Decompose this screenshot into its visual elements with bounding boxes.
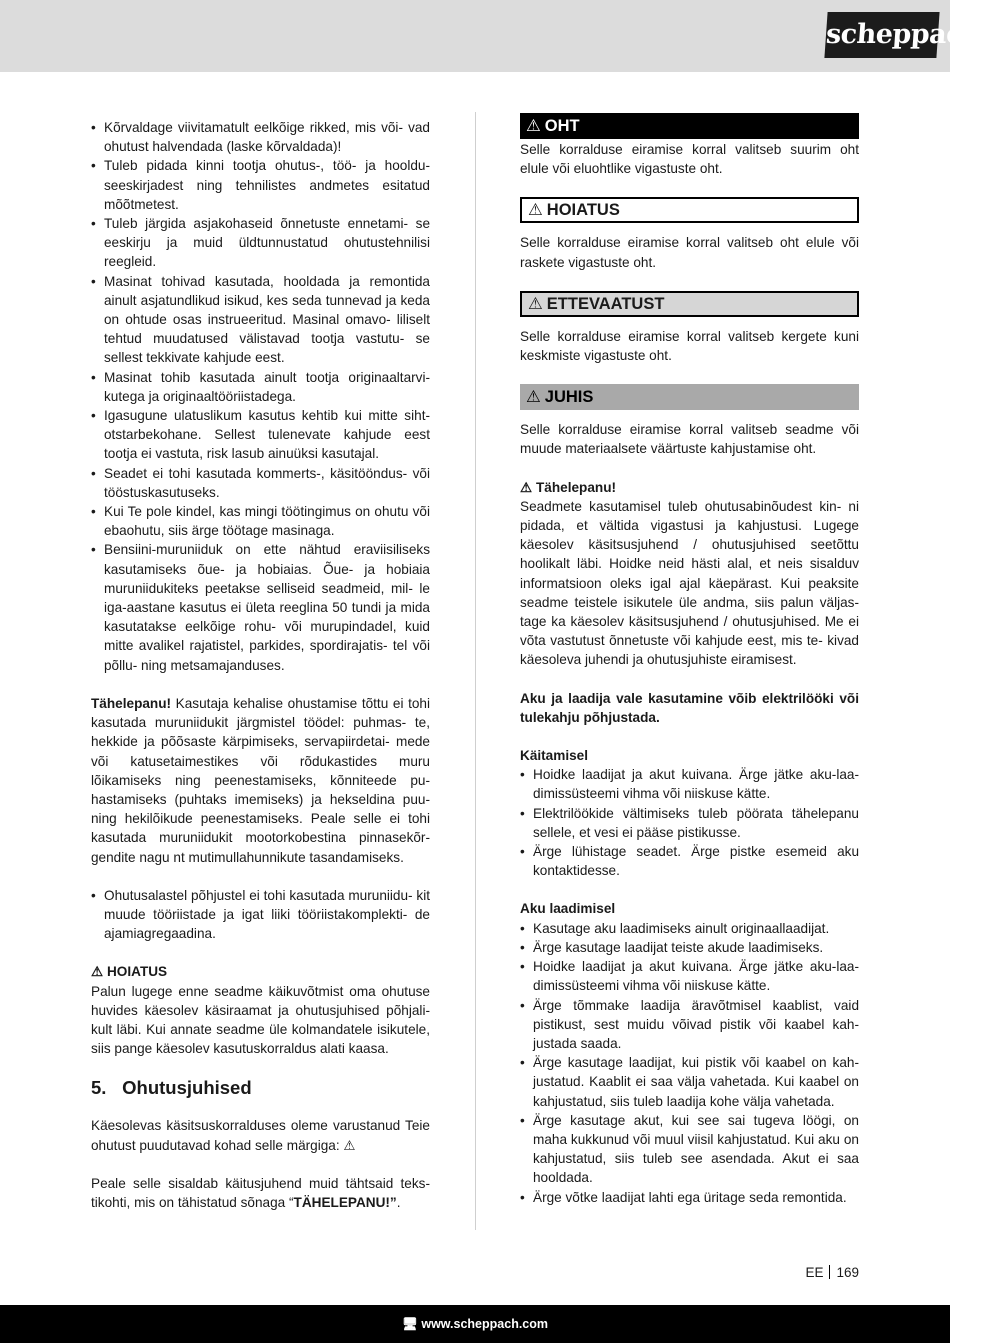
warning-heading: ⚠ HOIATUS (91, 964, 168, 980)
list-item: • Tuleb pidada kinni tootja ohutus-, töö- ja hooldu- seeskirjadest ning tehnilistes andmetes esitatud mõõtmetest. (91, 156, 430, 214)
attention-heading-right: ⚠ Tähelepanu! (520, 479, 617, 495)
caution-text: Selle korralduse eiramise korral valitseb kergete kuni keskmiste vigastuste oht. (520, 328, 859, 364)
list-item: • Ärge kasutage akut, kui see sai tugeva löögi, on maha kukkunud või muul viisil kahjustatud. Kui aku on kahjustatud, siis tuleb see asendada. Akut ei saa hooldada. (520, 1111, 859, 1188)
list-item: • Elektrilöökide vältimiseks tuleb pöörata tähelepanu sellele, et vesi ei pääse pistikusse. (520, 804, 859, 842)
monitor-icon: 🖥 (401, 1317, 418, 1331)
website-link[interactable]: www.scheppach.com (421, 1317, 548, 1331)
list-item: • Ärge kasutage laadijat teiste akude laadimiseks. (520, 938, 859, 957)
list-item: • Masinat tohib kasutada ainult tootja originaaltarvi- kutega ja originaaltööriistadega. (91, 368, 430, 406)
warning-triangle-icon: ⚠ (526, 388, 541, 407)
operation-bullet-list (520, 765, 859, 880)
attention-paragraph (91, 694, 430, 867)
list-item: • Bensiini-muruniiduk on ette nähtud eraviisiliseks kasutamiseks õue- ja hobiaias. Õue- ja hobiaia muruniidukiteks peetakse selliseid seadmeid, mil- le iga-aastane kasutus ei ületa reeglina 50 tundi ja mida kasutatakse eelkõige rohu- või murupindadel, kuid mitte avalikel rajatistel, parkides, spordirajatis- tel või põllu- ning metsamajanduses. (91, 540, 430, 674)
page-footer (0, 1305, 950, 1343)
caution-bar: ⚠ ETTEVAATUST (520, 291, 859, 317)
list-item: • Ärge võtke laadijat lahti ega üritage seda remontida. (520, 1188, 859, 1207)
safety-bullet-list (91, 118, 430, 675)
danger-text: Selle korralduse eiramise korral valitseb suurim oht elule või eluohtlike vigastuste oht. (520, 142, 859, 177)
warning-bar: ⚠ HOIATUS (520, 197, 859, 223)
list-item: • Kõrvaldage viivitamatult eelkõige rikked, mis või- vad ohutust halvendada (laske kõrvaldada)! (91, 118, 430, 156)
page-lang: EE (805, 1265, 824, 1280)
attention-label: Tähelepanu! (91, 695, 172, 711)
warning-triangle-icon: ⚠ (528, 201, 543, 220)
right-column (520, 113, 859, 1207)
list-item: • Kasutage aku laadimiseks ainult originaallaadijat. (520, 919, 859, 938)
list-item: • Ärge lühistage seadet. Ärge pistke esemeid aku kontaktidesse. (520, 842, 859, 880)
attention-text: Kasutaja kehalise ohustamise tõttu ei tohi kasutada muruniidukit järgmistel töödel: puhmas- te, hekkide ja põõsaste kärpimiseks, servapiirdetai- mede või katusetaimestikes või rõdukastides muru lõikamiseks ning peenestamiseks, kõnniteede pu- hastamiseks (puhtaks imemiseks) ja hekseldina puu- ning hekilõikude peenestamiseks. Peale selle ei tohi kasutada muruniidukit mootorkobestina pinnasekõr- gendite nagu nt mutimullahunnikute tasandamiseks. (91, 695, 430, 865)
left-column (91, 118, 430, 1212)
list-item: • Ärge kasutage laadijat, kui pistik või kaabel on kah- justatud. Kaablit ei saa välja vahetada. Kui kaabel on kahjustatud, siis tuleb laadija kohe välja vahetada. (520, 1053, 859, 1111)
charging-heading: Aku laadimisel (520, 901, 616, 917)
warning-text: Palun lugege enne seadme käikuvõtmist oma ohutuse huvides käesolev käsiraamat ja ohutusjuhised põhjali- kult läbi. Kui annate seadme üle kolmandatele isikutele, siis pange käesolev kasutuskorraldus alati kaasa. (91, 983, 430, 1057)
operation-heading: Käitamisel (520, 748, 589, 764)
warning-triangle-icon: ⚠ (528, 294, 543, 313)
intro-paragraph-2: Peale selle sisaldab käitusjuhend muid tähtsaid teks- tikohti, mis on tähistatud sõnaga “TÄHELEPANU!”. (91, 1175, 430, 1210)
page-header (0, 0, 983, 72)
section-title: Ohutusjuhised (122, 1077, 252, 1099)
intro-paragraph-1: Käesolevas käsitsuskorralduses oleme varustanud Teie ohutust puudutavad kohad selle märgiga: ⚠ (91, 1118, 430, 1153)
list-item: • Hoidke laadijat ja akut kuivana. Ärge jätke aku-laa- dimissüsteemi vihma või niiskuse kätte. (520, 765, 859, 803)
battery-warning: Aku ja laadija vale kasutamine võib elektrilööki või tulekahju põhjustada. (520, 690, 859, 725)
section-number: 5. (91, 1077, 107, 1099)
attention-text-right: Seadmete kasutamisel tuleb ohutusabinõudest kin- ni pidada, et vältida vigastusi ja kahjustusi. Lugege käesolev käsitsusjuhend / ohutusjuhised seetõttu hoolikalt läbi. Hoidke neid hästi alal, et neis sisalduv informatsioon oleks igal ajal käepärast. Kui peaksite seadme teistele isikutele üle andma, siis palun väljas- tage ka käesolev käsitsusjuhend / ohutusjuhised. Me ei võta vastutust õnnetuste või kahjude eest, mis te- kivad käesoleva juhendi ja ohutusjuhiste eiramisest. (520, 498, 859, 668)
danger-bar: ⚠ OHT (520, 113, 859, 139)
list-item: • Tuleb järgida asjakohaseid õnnetuste ennetami- se eeskirju ja muid üldtunnustatud ohutustehnilisi reegleid. (91, 214, 430, 272)
list-item: • Igasugune ulatuslikum kasutus kehtib kui mitte siht- otstarbekohane. Sellest tulenevate kahjude eest tootja ei vastuta, risk lasub ainuüksi kasutajal. (91, 406, 430, 464)
list-item: • Hoidke laadijat ja akut kuivana. Ärge jätke aku-laa- dimissüsteemi vihma või niiskuse kätte. (520, 957, 859, 995)
list-item: • Masinat tohivad kasutada, hooldada ja remontida ainult asjatundlikud isikud, kes seda tunnevad ja keda on ohtude osas instrueeritud. Masinal omavo- liliselt tehtud muudatused välistavad tootja vastutu- se sellest tekkivate kahjude eest. (91, 272, 430, 368)
list-item: • Ärge tõmmake laadija äravõtmisel kaablist, vaid pistikust, sest muidu võivad pistik või kaabel kah- justada saada. (520, 996, 859, 1054)
list-item: • Ohutusalastel põhjustel ei tohi kasutada muruniidu- kit muude tööriistade ja igat liiki tööriistakomplekti- de ajamiagregaadina. (91, 886, 430, 944)
safety-bullet-list-2 (91, 886, 430, 944)
warning-text-right: Selle korralduse eiramise korral valitseb oht elule või raskete vigastuste oht. (520, 235, 859, 270)
note-bar: ⚠ JUHIS (520, 384, 859, 410)
list-item: • Kui Te pole kindel, kas mingi töötingimus on ohutu või ebaohutu, siis ärge töötage masinaga. (91, 502, 430, 540)
list-item: • Seadet ei tohi kasutada kommerts-, käsitööndus- või tööstuskasutuseks. (91, 464, 430, 502)
page-num: 169 (836, 1265, 859, 1280)
page-number (805, 1265, 859, 1280)
note-text: Selle korralduse eiramise korral valitseb seadme või muude materiaalsete väärtuste kahjustamise oht. (520, 422, 859, 457)
section-heading (91, 1076, 430, 1100)
warning-triangle-icon: ⚠ (526, 117, 541, 135)
brand-logo: scheppach (824, 12, 939, 58)
charging-bullet-list (520, 919, 859, 1207)
column-divider (475, 112, 476, 1230)
